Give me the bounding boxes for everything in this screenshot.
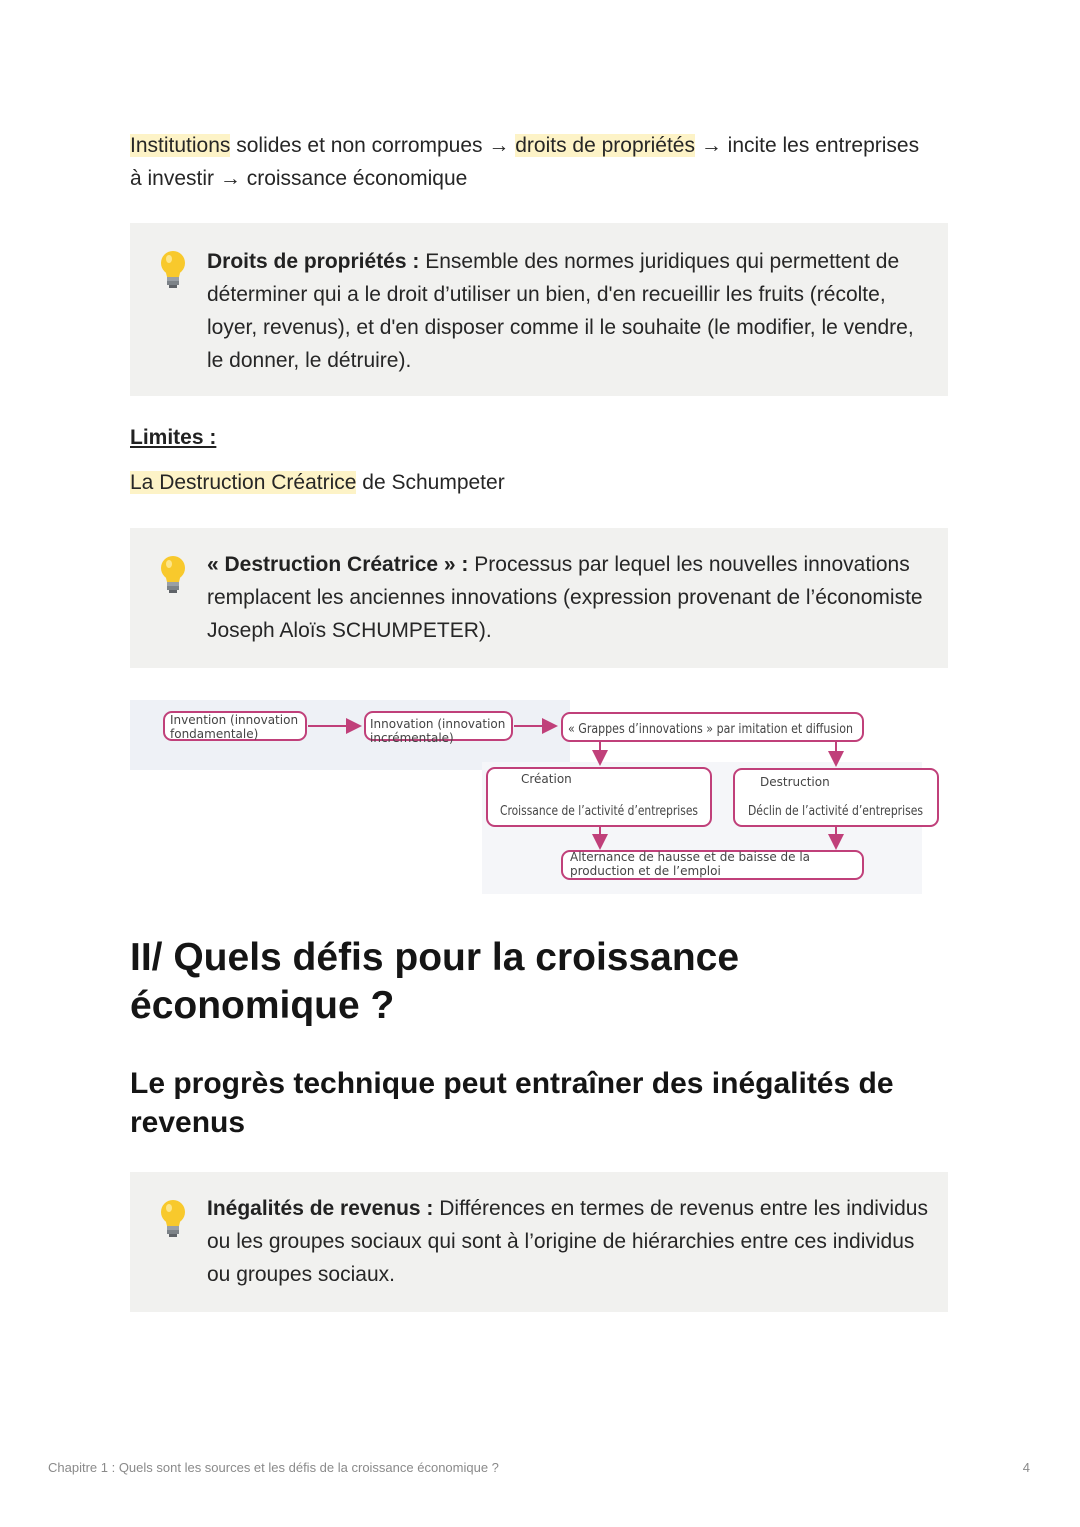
section-subtitle: Le progrès technique peut entraîner des inégalités de revenus	[130, 1067, 894, 1139]
definition-text: « Destruction Créatrice » : Processus par lequel les nouvelles innovations remplacent les anciennes innovations (expression provenant de l’économiste Joseph Aloïs SCHUMPETER).	[207, 553, 923, 642]
destruction-text: Déclin de l’activité d’entreprises	[748, 804, 924, 819]
box-innovation-line2: incrémentale)	[370, 731, 454, 745]
footer-chapter-title: Chapitre 1 : Quels sont les sources et les défis de la croissance économique ?	[48, 1460, 499, 1475]
definition-callout-inegalites	[130, 1172, 948, 1312]
definition-term: Inégalités de revenus :	[207, 1197, 434, 1220]
box-invention-line1: Invention (innovation	[170, 713, 299, 727]
definition-term: Droits de propriétés :	[207, 250, 420, 273]
schumpeter-diagram	[130, 700, 950, 894]
box-alternance-line2: production et de l’emploi	[570, 864, 721, 878]
arrow-icon: →	[219, 167, 241, 190]
page-number: 4	[1022, 1460, 1030, 1475]
box-grappes-text: « Grappes d’innovations » par imitation et diffusion	[568, 722, 853, 737]
box-alternance-line1: Alternance de hausse et de baisse de la	[570, 850, 811, 864]
lightbulb-icon	[156, 1198, 190, 1238]
definition-term: « Destruction Créatrice » :	[207, 553, 469, 576]
box-invention-line2: fondamentale)	[170, 727, 259, 741]
arrow-icon: →	[700, 134, 722, 157]
creation-label: Création	[521, 772, 572, 786]
destruction-label: Destruction	[760, 775, 830, 789]
highlight-droits: droits de propriétés	[515, 134, 695, 157]
arrow-icon: →	[488, 134, 510, 157]
highlight-institutions: Institutions	[130, 134, 231, 157]
limites-heading: Limites :	[130, 426, 217, 449]
definition-text: Droits de propriétés : Ensemble des normes juridiques qui permettent de déterminer qui a le droit d’utiliser un bien, d'en recueillir les fruits (récolte, loyer, revenus), et d'en disposer comme il le souhaite (le modifier, le vendre, le donner, le détruire).	[207, 250, 914, 372]
definition-callout-droits	[130, 223, 948, 396]
lightbulb-icon	[156, 554, 190, 594]
limites-paragraph: La Destruction Créatrice de Schumpeter	[130, 471, 505, 494]
lightbulb-icon	[156, 249, 190, 289]
creation-text: Croissance de l’activité d’entreprises	[500, 804, 699, 819]
box-innovation-line1: Innovation (innovation	[370, 717, 506, 731]
definition-callout-destruction	[130, 528, 948, 668]
highlight-destruction: La Destruction Créatrice	[130, 471, 357, 494]
definition-text: Inégalités de revenus : Différences en termes de revenus entre les individus ou les groupes sociaux qui sont à l’origine de hiérarchies entre ces individus ou groupes sociaux.	[207, 1197, 928, 1286]
intro-paragraph: Institutions solides et non corrompues → droits de propriétés → incite les entreprises à investir → croissance économique	[130, 134, 920, 190]
section-title: II/ Quels défis pour la croissance économique ?	[130, 936, 740, 1027]
